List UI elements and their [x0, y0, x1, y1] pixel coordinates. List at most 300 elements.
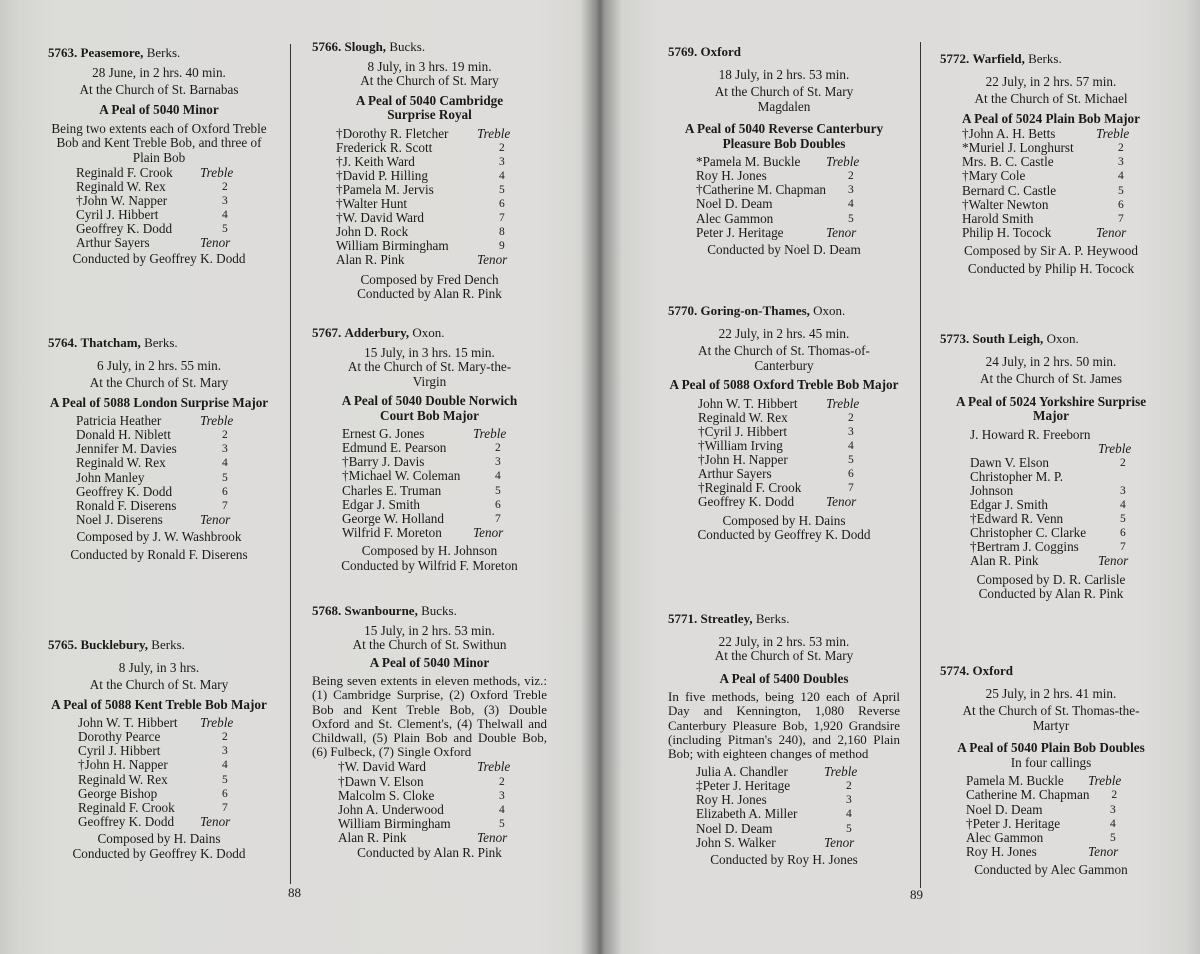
- ringer-name: Dorothy Pearce: [78, 729, 161, 745]
- peal-conductor: Conducted by Geoffrey K. Dodd: [72, 845, 246, 861]
- bell-position: 5: [499, 817, 505, 830]
- ringer-name: Arthur Sayers: [698, 466, 772, 482]
- ringer-name: Reginald W. Rex: [698, 409, 788, 425]
- peal-description: Being seven extents in eleven methods, viz.: (1) Cambridge Surprise, (2) Oxford Treble Bob and Kent Treble Bob, (3) Double Oxford and St. Clement's, (4) Thelwall and Childwall, (5) Plain Bob and Double Bob, (6) Fulbeck, (7) Single Oxford: [312, 673, 547, 760]
- ringer-row: [76, 471, 260, 485]
- ringer-row: [966, 774, 1148, 788]
- bell-position: 4: [1120, 499, 1126, 512]
- ringer-name: †Cyril J. Hibbert: [698, 423, 788, 439]
- ringer-row: [76, 513, 260, 527]
- bell-position: 6: [222, 787, 228, 800]
- ringer-row: [342, 441, 533, 455]
- ringer-row: [970, 498, 1158, 512]
- bell-position: 5: [848, 454, 854, 467]
- peal-entry: [312, 604, 547, 861]
- ringer-name: †Walter Newton: [962, 196, 1049, 212]
- peal-church: At the Church of St. Mary: [714, 648, 854, 664]
- peal-title: A Peal of 5088 Oxford Treble Bob Major: [669, 377, 899, 393]
- ringer-row: [962, 141, 1156, 155]
- bell-position: 3: [499, 155, 505, 168]
- bell-position: 7: [1120, 541, 1126, 554]
- bell-position: Treble: [477, 759, 511, 775]
- ringer-row: [76, 485, 260, 499]
- peal-heading: 5763. Peasemore, Berks.: [48, 45, 181, 60]
- ringer-name: †David P. Hilling: [336, 167, 428, 183]
- bell-position: Treble: [200, 164, 234, 180]
- bell-position: 7: [848, 482, 854, 495]
- ringer-row: [338, 775, 537, 789]
- bell-position: Tenor: [200, 813, 231, 829]
- column-1: [48, 0, 270, 954]
- ringer-row: [336, 155, 537, 169]
- peal-conductor: Conducted by Alec Gammon: [974, 861, 1128, 877]
- ringer-row: [338, 803, 537, 817]
- ringer-name: Edgar J. Smith: [342, 496, 421, 512]
- peal-church: At the Church of St. Swithun: [352, 637, 507, 653]
- bell-position: 2: [1111, 789, 1118, 802]
- ringer-name: Frederick R. Scott: [336, 139, 433, 155]
- bell-position: 2: [222, 429, 228, 442]
- peal-entry: [48, 638, 270, 861]
- ringer-name: John W. T. Hibbert: [78, 715, 178, 731]
- bell-position: 4: [499, 803, 505, 816]
- bell-position: 3: [1120, 484, 1126, 497]
- ringer-row: [698, 397, 886, 411]
- ringer-row: [698, 425, 886, 439]
- bell-position: 3: [848, 425, 854, 438]
- peal-church: At the Church of St. Mary: [89, 375, 229, 391]
- bell-position: Tenor: [473, 524, 504, 540]
- ringer-name: Philip H. Tocock: [962, 224, 1052, 240]
- ringer-name: Geoffrey K. Dodd: [76, 221, 173, 237]
- bell-position: 4: [848, 440, 854, 453]
- peal-conductor: Conducted by Philip H. Tocock: [967, 260, 1135, 276]
- ringer-list: [940, 428, 1162, 569]
- bell-position: Tenor: [824, 834, 855, 850]
- bell-position: Treble: [200, 715, 234, 731]
- peal-heading: 5765. Bucklebury, Berks.: [48, 637, 185, 652]
- ringer-name: [970, 442, 1098, 456]
- bell-position: Tenor: [826, 224, 857, 240]
- bell-position: 5: [222, 773, 228, 786]
- ringer-name: John S. Walker: [696, 834, 776, 850]
- bell-position: 2: [1120, 456, 1126, 469]
- bell-position: Treble: [826, 395, 860, 411]
- bell-position: 3: [1110, 803, 1116, 816]
- peal-title: A Peal of 5040 Minor: [369, 654, 490, 670]
- ringer-name: ‡Peter J. Heritage: [696, 778, 791, 794]
- peal-conductor: Conducted by Ronald F. Diserens: [70, 546, 248, 562]
- ringer-row: [698, 495, 886, 509]
- bell-position: 7: [222, 801, 228, 814]
- ringer-row: [336, 211, 537, 225]
- bell-position: Tenor: [826, 494, 857, 510]
- ringer-row: [336, 197, 537, 211]
- ringer-name: Roy H. Jones: [696, 168, 767, 184]
- ringer-row: [76, 499, 260, 513]
- ringer-name: Alan R. Pink: [338, 829, 407, 845]
- peal-date: 18 July, in 2 hrs. 53 min.: [718, 66, 850, 82]
- ringer-name: Christopher M. P.: [970, 468, 1064, 484]
- bell-position: 4: [1118, 170, 1124, 183]
- ringer-row: [696, 807, 884, 821]
- ringer-row: [76, 208, 260, 222]
- ringer-row: [78, 815, 260, 829]
- ringer-name: Alan R. Pink: [336, 252, 405, 268]
- ringer-name: †W. David Ward: [338, 759, 426, 775]
- ringer-row: [342, 526, 533, 540]
- ringer-row: [338, 831, 537, 845]
- peal-title: A Peal of 5088 London Surprise Major: [49, 394, 269, 410]
- ringer-name: Reginald W. Rex: [78, 771, 168, 787]
- peal-composer: Composed by H. Dains: [722, 512, 846, 528]
- ringer-name: †Peter J. Heritage: [966, 815, 1061, 831]
- ringer-row: [970, 456, 1158, 470]
- ringer-name: †Barry J. Davis: [342, 454, 425, 470]
- ringer-row: [970, 554, 1158, 568]
- bell-position: 2: [1118, 142, 1124, 155]
- ringer-name: Bernard C. Castle: [962, 182, 1057, 198]
- ringer-row: [696, 765, 884, 779]
- ringer-name: Ronald F. Diserens: [76, 497, 177, 513]
- ringer-row: [78, 787, 260, 801]
- peal-church: At the Church of St. Mary Magdalen: [714, 84, 854, 114]
- ringer-row: [76, 166, 260, 180]
- bell-position: Treble: [477, 125, 511, 141]
- ringer-row: [342, 427, 533, 441]
- ringer-name: Roy H. Jones: [966, 843, 1037, 859]
- ringer-row: [76, 428, 260, 442]
- ringer-name: Alan R. Pink: [970, 553, 1039, 569]
- peal-conductor: Conducted by Roy H. Jones: [710, 851, 858, 867]
- ringer-row: [342, 455, 533, 469]
- ringer-name: Dawn V. Elson: [970, 454, 1050, 470]
- ringer-name: †William Irving: [698, 438, 783, 454]
- peal-heading: 5771. Streatley, Berks.: [668, 611, 790, 626]
- ringer-name: Donald H. Niblett: [76, 427, 171, 443]
- ringer-name: Edmund E. Pearson: [342, 440, 447, 456]
- ringer-name: Roy H. Jones: [696, 792, 767, 808]
- bell-position: 3: [222, 443, 228, 456]
- column-rule-right: [920, 42, 921, 888]
- bell-position: 2: [222, 731, 228, 744]
- peal-title: A Peal of 5400 Doubles: [719, 670, 849, 686]
- peal-composer: Composed by H. Dains: [97, 830, 221, 846]
- bell-position: [1098, 428, 1158, 442]
- bell-position: 7: [1118, 212, 1124, 225]
- bell-position: 2: [499, 141, 505, 154]
- bell-position: 5: [222, 471, 228, 484]
- ringer-name: †Reginald F. Crook: [698, 480, 802, 496]
- ringer-name: Reginald F. Crook: [76, 164, 173, 180]
- ringer-row: [78, 758, 260, 772]
- peal-heading: 5766. Slough, Bucks.: [312, 39, 426, 54]
- ringer-name: Alec Gammon: [696, 210, 774, 226]
- ringer-list: [940, 127, 1162, 240]
- ringer-row: [970, 442, 1158, 456]
- ringer-name: Johnson: [970, 482, 1014, 498]
- ringer-row: [966, 831, 1148, 845]
- ringer-row: [76, 236, 260, 250]
- ringer-row: [78, 744, 260, 758]
- bell-position: Tenor: [477, 252, 508, 268]
- page-number: 89: [910, 887, 923, 902]
- ringer-name: Pamela M. Buckle: [966, 773, 1064, 789]
- peal-heading: 5769. Oxford: [668, 44, 741, 59]
- ringer-row: [696, 197, 886, 211]
- peal-entry: [312, 40, 547, 302]
- peal-title: A Peal of 5024 Yorkshire Surprise Major: [955, 393, 1147, 424]
- ringer-name: Peter J. Heritage: [696, 224, 784, 240]
- bell-position: 2: [846, 780, 852, 793]
- peal-date: 25 July, in 2 hrs. 41 min.: [985, 685, 1117, 701]
- ringer-name: Malcolm S. Cloke: [338, 787, 435, 803]
- ringer-row: [336, 183, 537, 197]
- bell-position: 4: [222, 759, 228, 772]
- bell-position: 3: [846, 794, 852, 807]
- peal-date: 22 July, in 2 hrs. 53 min.: [718, 633, 850, 649]
- column-rule-left: [290, 44, 291, 884]
- bell-position: 8: [499, 226, 505, 239]
- bell-position: 3: [499, 789, 505, 802]
- ringer-name: †Walter Hunt: [336, 196, 408, 212]
- ringer-list: [940, 774, 1162, 859]
- peal-entry: [48, 336, 270, 562]
- bell-position: Tenor: [1088, 843, 1119, 859]
- peal-composer: Composed by Sir A. P. Heywood: [963, 242, 1138, 258]
- peal-church: At the Church of St. Thomas-of-Canterbury: [698, 343, 870, 373]
- bell-position: 6: [222, 485, 228, 498]
- ringer-row: [962, 212, 1156, 226]
- bell-position: Treble: [473, 426, 507, 442]
- ringer-name: Noel D. Deam: [696, 196, 773, 212]
- peal-description: Being two extents each of Oxford Treble Bob and Kent Treble Bob, and three of Plain Bob: [51, 121, 267, 165]
- ringer-row: [970, 484, 1158, 498]
- ringer-row: [336, 169, 537, 183]
- peal-date: 15 July, in 3 hrs. 15 min.: [364, 344, 495, 360]
- peal-conductor: Conducted by Wilfrid F. Moreton: [341, 557, 518, 573]
- ringer-row: [342, 484, 533, 498]
- bell-position: 4: [1110, 817, 1116, 830]
- peal-church: At the Church of St. Michael: [974, 91, 1128, 107]
- ringer-row: [966, 817, 1148, 831]
- peal-title: A Peal of 5040 Plain Bob Doubles: [957, 740, 1145, 756]
- column-3: [668, 0, 900, 954]
- peal-heading: 5772. Warfield, Berks.: [940, 51, 1062, 66]
- ringer-name: Cyril J. Hibbert: [76, 207, 159, 223]
- peal-church: At the Church of St. James: [979, 371, 1123, 387]
- ringer-row: [76, 194, 260, 208]
- ringer-name: Wilfrid F. Moreton: [342, 524, 442, 540]
- ringer-name: Charles E. Truman: [342, 482, 442, 498]
- ringer-row: [966, 845, 1148, 859]
- ringer-row: [962, 198, 1156, 212]
- peal-title: A Peal of 5040 Reverse Canterbury Pleasure Bob Doubles: [684, 121, 884, 151]
- ringer-row: [696, 183, 886, 197]
- peal-composer: Composed by D. R. Carlisle: [976, 571, 1126, 587]
- bell-position: 7: [222, 499, 228, 512]
- ringer-name: John W. T. Hibbert: [698, 395, 798, 411]
- ringer-name: Catherine M. Chapman: [966, 787, 1090, 803]
- peal-date: 24 July, in 2 hrs. 50 min.: [985, 353, 1117, 369]
- peal-church: At the Church of St. Barnabas: [79, 82, 239, 98]
- peal-date: 28 June, in 2 hrs. 40 min.: [92, 64, 226, 80]
- peal-date: 22 July, in 2 hrs. 57 min.: [985, 73, 1117, 89]
- peal-date: 6 July, in 2 hrs. 55 min.: [96, 357, 222, 373]
- bell-position: 5: [846, 822, 852, 835]
- ringer-row: [696, 779, 884, 793]
- ringer-row: [970, 470, 1158, 484]
- ringer-name: *Muriel J. Longhurst: [962, 140, 1074, 156]
- bell-position: Tenor: [1096, 224, 1127, 240]
- ringer-row: [698, 481, 886, 495]
- ringer-row: [336, 127, 537, 141]
- bell-position: 6: [848, 468, 854, 481]
- peal-conductor: Conducted by Alan R. Pink: [357, 286, 502, 302]
- ringer-row: [970, 526, 1158, 540]
- peal-title: A Peal of 5040 Minor: [99, 101, 219, 117]
- peal-title: A Peal of 5088 Kent Treble Bob Major: [51, 696, 267, 712]
- ringer-row: [696, 836, 884, 850]
- ringer-row: [76, 222, 260, 236]
- peal-title: A Peal of 5040 Double Norwich Court Bob Major: [341, 393, 518, 423]
- ringer-name: Ernest G. Jones: [342, 426, 425, 442]
- ringer-row: [696, 169, 886, 183]
- bell-position: 5: [1110, 831, 1116, 844]
- peal-composer: Composed by H. Johnson: [361, 542, 498, 558]
- ringer-row: [78, 716, 260, 730]
- ringer-list: [48, 414, 270, 527]
- peal-entry: [668, 304, 900, 543]
- bell-position: 5: [1118, 184, 1124, 197]
- ringer-row: [336, 141, 537, 155]
- ringer-name: Geoffrey K. Dodd: [698, 494, 795, 510]
- ringer-list: [312, 427, 547, 540]
- ringer-row: [696, 793, 884, 807]
- bell-position: Tenor: [200, 511, 231, 527]
- ringer-name: George Bishop: [78, 785, 158, 801]
- peal-composer: Composed by J. W. Washbrook: [76, 528, 242, 544]
- bell-position: 4: [222, 457, 228, 470]
- ringer-name: John A. Underwood: [338, 801, 444, 817]
- ringer-row: [342, 498, 533, 512]
- peal-heading: 5767. Adderbury, Oxon.: [312, 325, 445, 340]
- ringer-row: [962, 226, 1156, 240]
- ringer-row: [962, 184, 1156, 198]
- ringer-name: J. Howard R. Freeborn: [970, 426, 1091, 442]
- bell-position: 2: [495, 442, 501, 455]
- ringer-row: [342, 469, 533, 483]
- bell-position: Tenor: [200, 235, 231, 251]
- bell-position: 6: [495, 498, 501, 511]
- bell-position: 5: [848, 212, 854, 225]
- bell-position: Treble: [1088, 773, 1122, 789]
- ringer-row: [966, 803, 1148, 817]
- bell-position: 4: [222, 209, 228, 222]
- ringer-name: Patricia Heather: [76, 413, 162, 429]
- peal-church: At the Church of St. Mary-the-Virgin: [347, 359, 512, 389]
- bell-position: 2: [848, 411, 854, 424]
- bell-position: 3: [848, 184, 854, 197]
- bell-position: Tenor: [1098, 553, 1129, 569]
- bell-position: 5: [495, 484, 501, 497]
- bell-position: 3: [1118, 156, 1124, 169]
- ringer-name: †John H. Napper: [78, 757, 168, 773]
- peal-date: 22 July, in 2 hrs. 45 min.: [718, 325, 850, 341]
- peal-conductor: Conducted by Alan R. Pink: [357, 844, 502, 860]
- ringer-name: Noel J. Diserens: [76, 511, 163, 527]
- ringer-name: John Manley: [76, 469, 145, 485]
- ringer-name: Christopher C. Clarke: [970, 525, 1087, 541]
- ringer-row: [76, 456, 260, 470]
- ringer-row: [970, 540, 1158, 554]
- ringer-row: [696, 212, 886, 226]
- peal-title: A Peal of 5040 Cambridge Surprise Royal: [355, 92, 504, 123]
- peal-conductor: Conducted by Noel D. Deam: [707, 241, 861, 257]
- peal-entry: [940, 664, 1162, 878]
- peal-date: 15 July, in 2 hrs. 53 min.: [364, 622, 495, 638]
- ringer-name: Geoffrey K. Dodd: [76, 483, 173, 499]
- ringer-name: Harold Smith: [962, 210, 1034, 226]
- bell-position: 4: [846, 808, 852, 821]
- ringer-row: [698, 453, 886, 467]
- ringer-list: [48, 716, 270, 829]
- peal-entry: [312, 326, 547, 573]
- peal-church: At the Church of St. Mary: [89, 677, 229, 693]
- peal-entry: [668, 612, 900, 867]
- ringer-row: [338, 760, 537, 774]
- ringer-name: Arthur Sayers: [76, 235, 150, 251]
- peal-description: In five methods, being 120 each of April Day and Kennington, 1,080 Reverse Canterbury Pleasure Bob, 1,920 Grandsire (including Pitman's 240), and 2,160 Plain Bob; with eighteen changes of method: [668, 689, 900, 761]
- bell-position: 7: [499, 212, 505, 225]
- ringer-row: [78, 730, 260, 744]
- peal-entry: [940, 52, 1162, 276]
- ringer-name: William Birmingham: [336, 238, 449, 254]
- peal-conductor: Conducted by Geoffrey K. Dodd: [697, 527, 871, 543]
- bell-position: 5: [1120, 513, 1126, 526]
- ringer-name: Reginald W. Rex: [76, 178, 166, 194]
- ringer-list: [668, 397, 900, 510]
- peal-heading: 5774. Oxford: [940, 663, 1013, 678]
- peal-church: At the Church of St. Thomas-the-Martyr: [962, 703, 1140, 733]
- ringer-name: Noel D. Deam: [966, 801, 1043, 817]
- bell-position: 3: [222, 745, 228, 758]
- bell-position: Treble: [1098, 440, 1132, 456]
- ringer-row: [698, 467, 886, 481]
- ringer-name: Reginald F. Crook: [78, 799, 175, 815]
- bell-position: 5: [222, 223, 228, 236]
- page-number: 88: [288, 885, 301, 900]
- bell-position: 3: [222, 194, 228, 207]
- ringer-row: [336, 239, 537, 253]
- peal-heading: 5770. Goring-on-Thames, Oxon.: [668, 303, 846, 318]
- ringer-list: [668, 765, 900, 850]
- bell-position: 5: [499, 183, 505, 196]
- ringer-row: [962, 155, 1156, 169]
- peal-conductor: Conducted by Geoffrey K. Dodd: [72, 251, 246, 267]
- ringer-name: Mrs. B. C. Castle: [962, 154, 1054, 170]
- ringer-row: [696, 155, 886, 169]
- bell-position: 2: [499, 775, 505, 788]
- ringer-row: [338, 817, 537, 831]
- ringer-name: *Pamela M. Buckle: [696, 154, 801, 170]
- ringer-name: †Pamela M. Jervis: [336, 181, 434, 197]
- ringer-row: [970, 428, 1158, 442]
- ringer-row: [966, 788, 1148, 802]
- ringer-row: [962, 169, 1156, 183]
- ringer-list: [312, 760, 547, 845]
- ringer-name: †John A. H. Betts: [962, 126, 1056, 142]
